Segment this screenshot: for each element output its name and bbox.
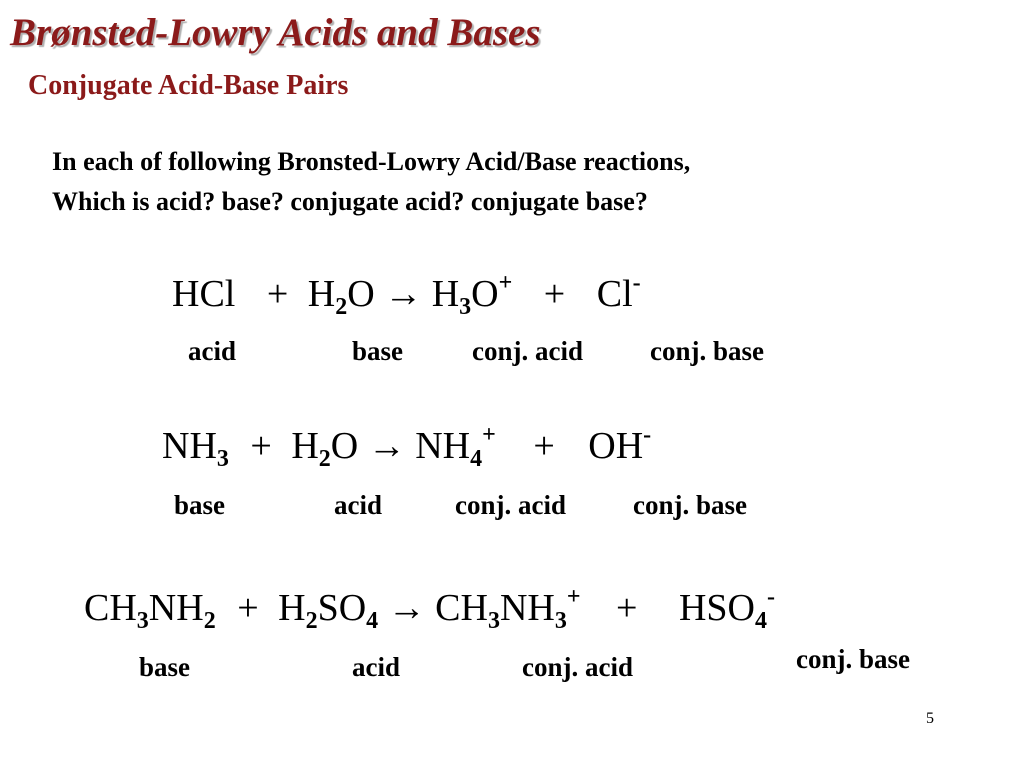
slide-subtitle: Conjugate Acid-Base Pairs — [28, 70, 349, 101]
r3-label-acid: acid — [352, 652, 401, 682]
r1-reactant-h2o: $H_2O$ — [307, 273, 375, 320]
r2-product-oh: OH- — [588, 422, 652, 467]
reaction-2-equation — [162, 422, 652, 472]
r1-label-conj-acid: conj. acid — [472, 336, 583, 366]
r1-plus-1: + — [266, 273, 289, 315]
question-text — [52, 142, 690, 222]
r3-product-hso4: $HSO_4^-$ — [678, 584, 775, 634]
r2-label-conj-acid: conj. acid — [455, 490, 566, 520]
r3-label-base: base — [139, 652, 191, 682]
r3-label-conj-base: conj. base — [796, 644, 910, 674]
r2-label-acid: acid — [334, 490, 383, 520]
reaction-1-equation — [172, 270, 641, 320]
r2-product-nh4: $NH_4^+$ — [415, 422, 496, 472]
r3-reactant-h2so4: $H_2SO_4$ — [278, 587, 379, 634]
reaction-3-equation — [84, 584, 775, 634]
r2-label-conj-base: conj. base — [633, 490, 747, 520]
slide-title: Brønsted-Lowry Acids and Bases — [10, 11, 541, 54]
r1-label-acid: acid — [188, 336, 237, 366]
r1-product-h3o: $H_3O^+$ — [431, 270, 513, 320]
r1-label-conj-base: conj. base — [650, 336, 764, 366]
r3-reactant-ch3nh2: $CH_3NH_2$ — [84, 587, 216, 634]
r3-plus-1: + — [237, 587, 259, 629]
r2-label-base: base — [174, 490, 226, 520]
question-line-2: Which is acid? base? conjugate acid? conjugate base? — [52, 187, 648, 216]
r2-reactant-nh3: $NH_3$ — [162, 425, 229, 472]
r1-product-cl: Cl- — [596, 270, 641, 315]
r1-arrow: → — [384, 273, 423, 315]
r1-label-base: base — [352, 336, 404, 366]
r2-arrow: → — [367, 425, 406, 467]
page-number: 5 — [926, 710, 934, 727]
r3-arrow: → — [387, 587, 426, 629]
r1-reactant-hcl: HCl — [172, 273, 236, 315]
r1-plus-2: + — [543, 273, 566, 315]
r3-product-ch3nh3: $CH_3NH_3^+$ — [435, 584, 581, 634]
r3-plus-2: + — [616, 587, 638, 629]
r2-plus-2: + — [533, 425, 555, 467]
question-line-1: In each of following Bronsted-Lowry Acid/Base reactions, — [52, 147, 691, 176]
r2-plus-1: + — [250, 425, 272, 467]
r2-reactant-h2o: $H_2O$ — [291, 425, 359, 472]
r3-label-conj-acid: conj. acid — [522, 652, 633, 682]
